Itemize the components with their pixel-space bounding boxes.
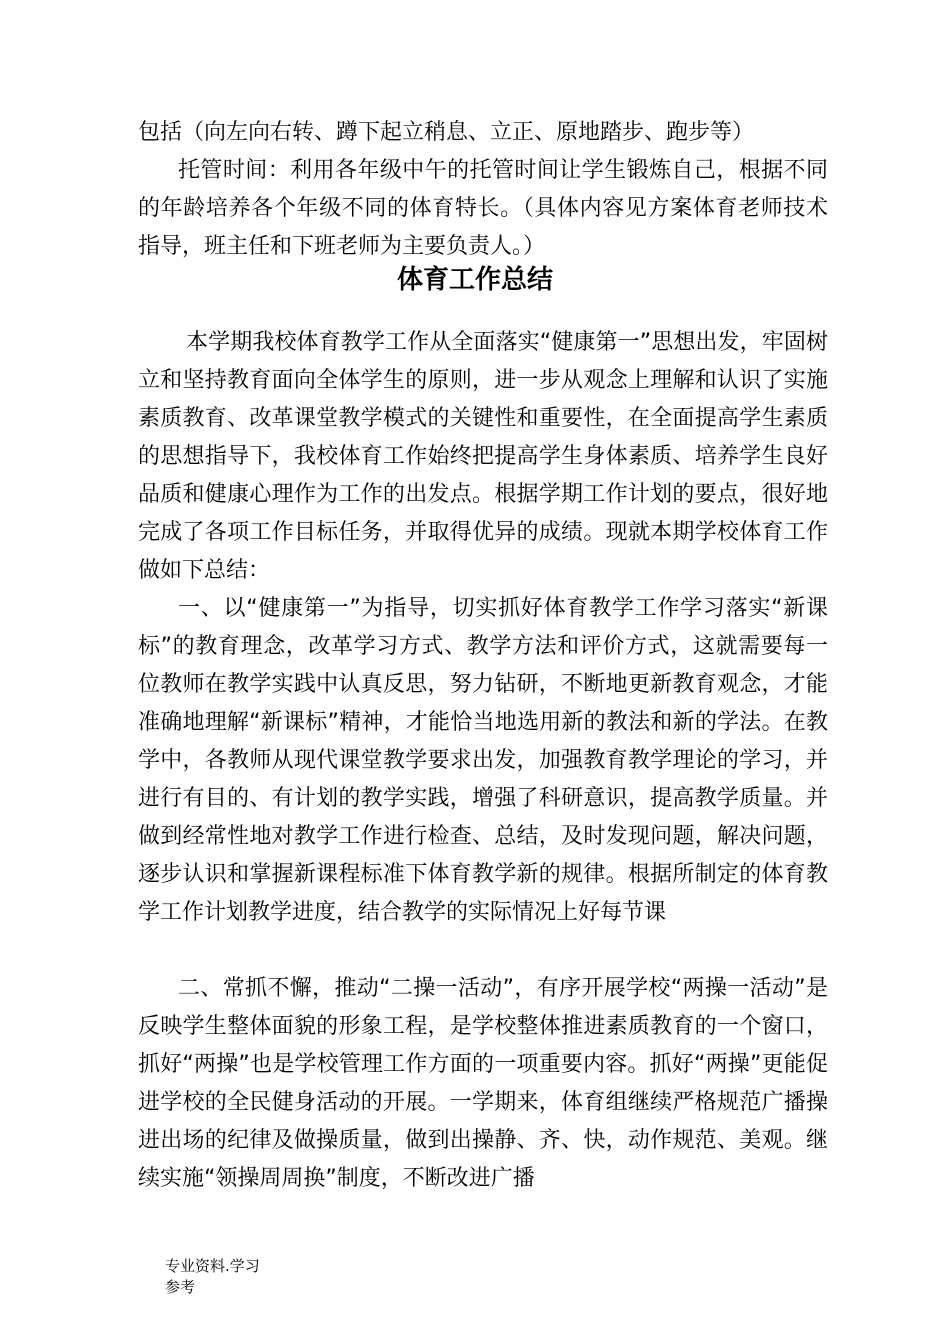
page-footer — [165, 1256, 260, 1298]
footer-line-1: 专业资料.学习 — [165, 1257, 260, 1275]
section-one-paragraph: 一、以“健康第一”为指导，切实抓好体育教学工作学习落实“新课标”的教育理念，改革学习方式、教学方法和评价方式，这就需要每一位教师在教学实践中认真反思，努力钻研，不断地更新教育观念，才能准确地理解“新课标”精神，才能恰当地选用新的教法和新的学法。在教学中，各教师从现代课堂教学要求出发，加强教育教学理论的学习，并进行有目的、有计划的教学实践，增强了科研意识，提高教学质量。并做到经常性地对教学工作进行检查、总结，及时发现问题，解决问题，逐步认识和掌握新课程标准下体育教学新的规律。根据所制定的体育教学工作计划教学进度，结合教学的实际情况上好每节课 — [138, 596, 828, 925]
custody-time-paragraph: 托管时间：利用各年级中午的托管时间让学生锻炼自己，根据不同的年龄培养各个年级不同的体育特长。（具体内容见方案体育老师技术指导，班主任和下班老师为主要负责人。） — [138, 158, 828, 259]
summary-intro-paragraph: 本学期我校体育教学工作从全面落实“健康第一”思想出发，牢固树立和坚持教育面向全体学生的原则，进一步从观念上理解和认识了实施素质教育、改革课堂教学模式的关键性和重要性，在全面提高学生素质的思想指导下，我校体育工作始终把提高学生身体素质、培养学生良好品质和健康心理作为工作的出发点。根据学期工作计划的要点，很好地完成了各项工作目标任务，并取得优异的成绩。现就本期学校体育工作做如下总结： — [138, 330, 828, 583]
intro-continuation-line: 包括（向左向右转、蹲下起立稍息、立正、原地踏步、跑步等） — [138, 120, 755, 145]
footer-line-2: 参考 — [165, 1278, 196, 1296]
document-title: 体育工作总结 — [396, 265, 553, 295]
section-two-paragraph: 二、常抓不懈，推动“二操一活动”，有序开展学校“两操一活动”是反映学生整体面貌的形象工程，是学校整体推进素质教育的一个窗口，抓好“两操”也是学校管理工作方面的一项重要内容。抓好“两操”更能促进学校的全民健身活动的开展。一学期来，体育组继续严格规范广播操进出场的纪律及做操质量，做到出操静、齐、快，动作规范、美观。继续实施“领操周周换”制度，不断改进广播 — [138, 976, 828, 1191]
